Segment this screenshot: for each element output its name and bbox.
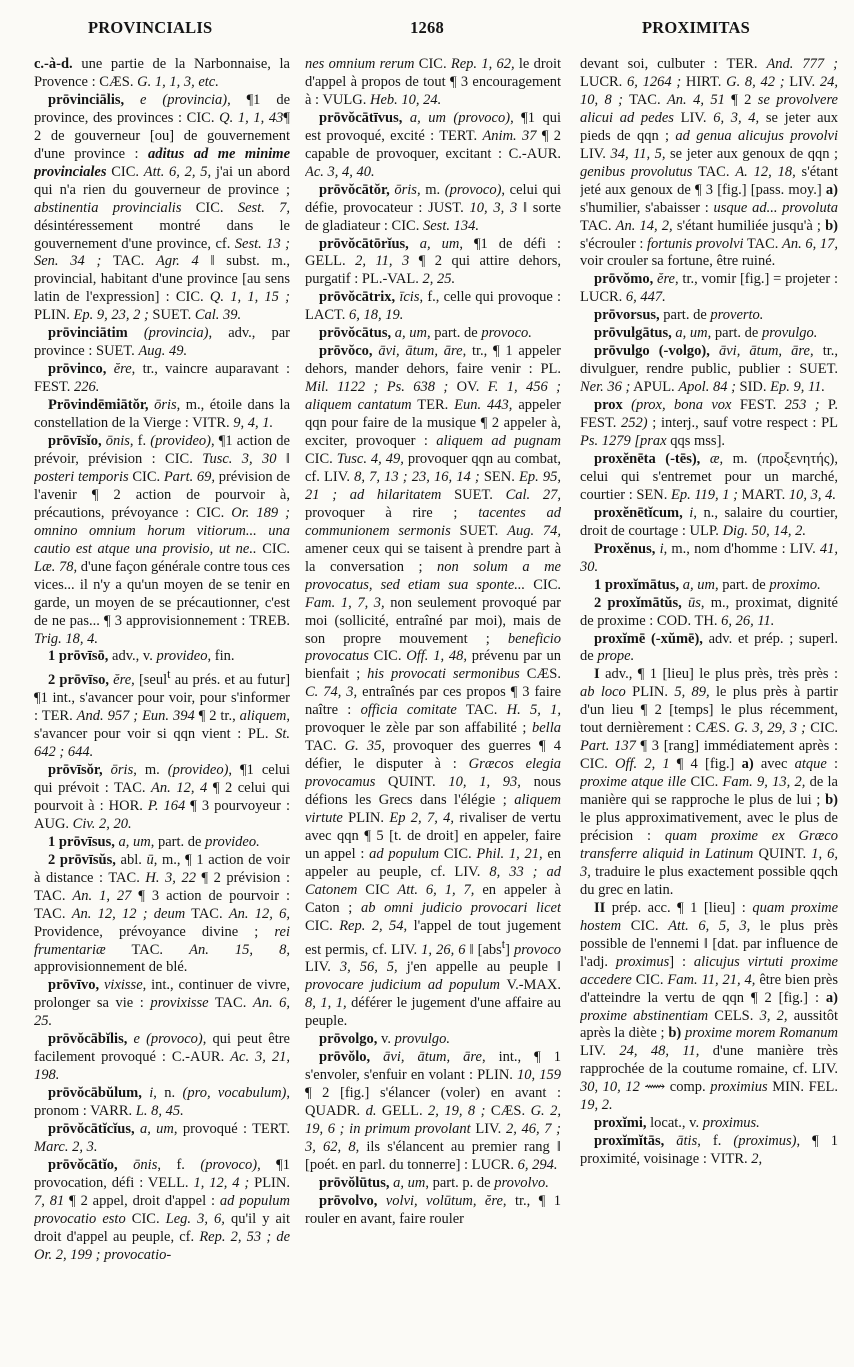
dictionary-entry: c.-à-d. une partie de la Narbonnaise, la Provence : CÆS. G. 1, 1, 3, etc. [34, 56, 290, 90]
dictionary-entry: prōvinciātim (provincia), adv., par province : SUET. Aug. 49. [34, 325, 290, 360]
dictionary-entry: prōvŏcātōrĭus, a, um, ¶1 de défi : GELL. 2, 11, 3 ¶ 2 qui attire dehors, purgatif : PL.-VAL. 2, 25. [305, 235, 561, 288]
dictionary-entry: prōvorsus, part. de proverto. [594, 307, 764, 324]
dictionary-entry: prōvulgo (-volgo), āvi, ātum, āre, tr., divulguer, rendre public, publier : SUET. Ner. 36 ; APUL. Apol. 84 ; SID. Ep. 9, 11. [580, 343, 838, 396]
dictionary-entry: nes omnium rerum CIC. Rep. 1, 62, le droit d'appel à propos de tout ¶ 3 encouragement à : VULG. Heb. 10, 24. [305, 56, 561, 108]
dictionary-entry: II prép. acc. ¶ 1 [lieu] : quam proxime hostem CIC. Att. 6, 5, 3, le plus près possible de l'ennemi ‖ [dat. par influence de l'adj. proximus] : alicujus virtuti proxime accedere CIC. Fam. 11, 21, 4, être bien près d'atteindre la vertu de qqn ¶ 2 [fig.] : a) proxime abstinentiam CELS. 3, 2, aussitôt après la diète ; b) proxime morem Romanum LIV. 24, 48, 11, d'une manière très rapprochée de la coutume romaine, cf. LIV. 30, 10, 12 ⟿ comp. proximius MIN. FEL. 19, 2. [580, 899, 838, 1114]
header-left-guide-word: PROVINCIALIS [88, 18, 213, 37]
dictionary-entry: prōvŏcātĭo, ōnis, f. (provoco), ¶1 provocation, défi : VELL. 1, 12, 4 ; PLIN. 7, 81 ¶ 2 appel, droit d'appel : ad populum provocatio esto CIC. Leg. 3, 6, qu'il y ait droit d'appel au peuple, cf. Rep. 2, 53 ; de Or. 2, 199 ; provocatio- [34, 1156, 290, 1263]
column-left [34, 56, 290, 1361]
dictionary-entry: prōvīvo, vixisse, int., continuer de vivre, prolonger sa vie : provixisse TAC. An. 6, 25. [34, 977, 290, 1030]
dictionary-entry: prōvŏco, āvi, ātum, āre, tr., ¶ 1 appeler dehors, mander dehors, faire venir : PL. Mil. 1122 ; Ps. 638 ; OV. F. 1, 456 ; aliquem cantatum TER. Eun. 443, appeler qqn pour faire de la musique ¶ 2 appeler à, exciter, provoquer : aliquem ad pugnam CIC. Tusc. 4, 49, provoquer qqn au combat, cf. LIV. 8, 7, 13 ; 23, 16, 14 ; SEN. Ep. 95, 21 ; ad hilaritatem SUET. Cal. 27, provoquer à rire ; tacentes ad communionem sermonis SUET. Aug. 74, amener ceux qui se taisent à prendre part à la conversation ; non solum a me provocatus, sed etiam sua sponte... CIC. Fam. 1, 7, 3, non seulement provoqué par moi (sollicité, entraîné par moi), mais de son propre mouvement ; beneficio provocatus CIC. Off. 1, 48, prévenu par un bienfait ; his provocati sermonibus CÆS. C. 74, 3, entraînés par ces propos ¶ 3 faire naître : officia comitate TAC. H. 5, 1, provoquer le zèle par son affabilité ; bella TAC. G. 35, provoquer des guerres ¶ 4 défier, le disputer à : Græcos elegia provocamus QUINT. 10, 1, 93, nous défions les Grecs dans l'élégie ; aliquem virtute PLIN. Ep 2, 7, 4, rivaliser de vertu avec qqn ¶ 5 [t. de droit] en appeler, faire un appel : ad populum CIC. Phil. 1, 21, en appeler au peuple, cf. LIV. 8, 33 ; ad Catonem CIC Att. 6, 1, 7, en appeler à Caton ; ab omni judicio provocari licet CIC. Rep. 2, 54, l'appel de tout jugement est permis, cf. LIV. 1, 26, 6 ‖ [abs$^t$] provoco LIV. 3, 56, 5, j'en appelle au peuple ‖ provocare judicium ad populum V.-MAX. 8, 1, 1, déférer le jugement d'une affaire au peuple. [305, 343, 561, 1030]
dictionary-entry: prōvŏcātŏr, ōris, m. (provoco), celui qui défie, provocateur : JUST. 10, 3, 3 ‖ sorte de gladiateur : CIC. Sest. 134. [305, 181, 561, 234]
dictionary-entry: prōvŏcātus, a, um, part. de provoco. [319, 325, 532, 342]
dictionary-entry: 2 prōvīso, ĕre, [seul$^t$ au prés. et au futur] ¶1 int., s'avancer pour voir, pour s'informer : TER. And. 957 ; Eun. 394 ¶ 2 tr., aliquem, s'avancer pour voir si qqn vient : PL. St. 642 ; 644. [34, 667, 290, 761]
dictionary-entry: Proxĕnus, i, m., nom d'homme : LIV. 41, 30. [580, 540, 838, 575]
header-right-guide-word: PROXIMITAS [641, 18, 750, 37]
dictionary-entry: 2 proxĭmātŭs, ūs, m., proximat, dignité de proxime : COD. TH. 6, 26, 11. [580, 594, 838, 629]
dictionary-entry: proxĭmĭtās, ātis, f. (proximus), ¶ 1 proximité, voisinage : VITR. 2, [580, 1133, 838, 1168]
dictionary-entry: 1 prōvīsus, a, um, part. de provideo. [48, 833, 260, 850]
page-number: 1268 [410, 18, 444, 37]
dictionary-entry: prōvulgātus, a, um, part. de provulgo. [594, 325, 818, 342]
dictionary-entry: devant soi, culbuter : TER. And. 777 ; LUCR. 6, 1264 ; HIRT. G. 8, 42 ; LIV. 24, 10, 8 ; TAC. An. 4, 51 ¶ 2 se provolvere alicui ad pedes LIV. 6, 3, 4, se jeter aux pieds de qqn ; ad genua alicujus provolvi LIV. 34, 11, 5, se jeter aux genoux de qqn ; genibus provolutus TAC. A. 12, 18, s'étant jeté aux genoux de ¶ 3 [fig.] [pass. moy.] a) s'humilier, s'abaisser : usque ad... provoluta TAC. An. 14, 2, s'étant humiliée jusqu'à ; b) s'écrouler : fortunis provolvi TAC. An. 6, 17, voir crouler sa fortune, être ruiné. [580, 56, 838, 270]
column-middle [305, 56, 561, 1361]
dictionary-entry: prōvolvo, volvi, volūtum, ĕre, tr., ¶ 1 rouler en avant, faire rouler [305, 1192, 561, 1227]
dictionary-entry: proxĕnētĭcum, i, n., salaire du courtier, droit de courtage : ULP. Dig. 50, 14, 2. [580, 504, 838, 539]
dictionary-entry: prōvinco, ĕre, tr., vaincre auparavant : FEST. 226. [34, 361, 290, 396]
dictionary-entry: 2 prōvīsŭs, abl. ū, m., ¶ 1 action de voir à distance : TAC. H. 3, 22 ¶ 2 prévision : TAC. An. 1, 27 ¶ 3 action de pourvoir : TAC. An. 12, 12 ; deum TAC. An. 12, 6, Providence, prévoyance divine ; rei frumentariæ TAC. An. 15, 8, approvisionnement de blé. [34, 851, 290, 976]
dictionary-entry: proxĭmi, locat., v. proximus. [594, 1115, 760, 1132]
dictionary-entry: proxĕnēta (-tēs), æ, m. (προξενητής), celui qui s'entremet pour un marché, courtier : SEN. Ep. 119, 1 ; MART. 10, 3, 4. [580, 450, 838, 503]
dictionary-entry: proxĭmē (-xŭmē), adv. et prép. ; superl. de prope. [580, 630, 838, 665]
dictionary-entry: prōvŏmo, ĕre, tr., vomir [fig.] = projeter : LUCR. 6, 447. [580, 271, 838, 306]
dictionary-entry: 1 proxĭmātus, a, um, part. de proximo. [594, 576, 821, 593]
dictionary-entry: prōvinciālis, e (provincia), ¶1 de province, des provinces : CIC. Q. 1, 1, 43¶ 2 de gouverneur [ou] de gouvernement d'une province : aditus ad me minime provinciales CIC. Att. 6, 2, 5, j'ai un abord qui n'a rien du gouverneur de province ; abstinentia provincialis CIC. Sest. 7, désintéressement montré dans le gouvernement d'une province, cf. Sest. 13 ; Sen. 34 ; TAC. Agr. 4 ‖ subst. m., provincial, habitant d'une province [au sens latin de l'expression] : CIC. Q. 1, 1, 15 ; PLIN. Ep. 9, 23, 2 ; SUET. Cal. 39. [34, 91, 290, 324]
dictionary-entry: I adv., ¶ 1 [lieu] le plus près, très près : ab loco PLIN. 5, 89, le plus près à partir d'un lieu ¶ 2 [temps] le plus récemment, tout dernièrement : CÆS. G. 3, 29, 3 ; CIC. Part. 137 ¶ 3 [rang] immédiatement après : CIC. Off. 2, 1 ¶ 4 [fig.] a) avec atque : proxime atque ille CIC. Fam. 9, 13, 2, de la manière qui se rapproche le plus de lui ; b) le plus approximativement, avec le plus de précision : quam proxime ex Græco transferre aliquid in Latinum QUINT. 1, 6, 3, traduire le plus exactement possible qqch du grec en latin. [580, 666, 838, 898]
dictionary-entry: prōvŏcātĭcĭus, a, um, provoqué : TERT. Marc. 2, 3. [34, 1121, 290, 1156]
dictionary-entry: prox (prox, bona vox FEST. 253 ; P. FEST. 252) ; interj., sauf votre respect : PL Ps. 1279 [prax qqs mss]. [580, 397, 838, 450]
column-right [580, 56, 838, 1361]
dictionary-entry: 1 prōvīsō, adv., v. provideo, fin. [48, 648, 235, 665]
dictionary-entry: prōvŏlo, āvi, ātum, āre, int., ¶ 1 s'envoler, s'enfuir en volant : PLIN. 10, 159 ¶ 2 [fig.] s'élancer (voler) en avant : QUADR. d. GELL. 2, 19, 8 ; CÆS. G. 2, 19, 6 ; in primum provolant LIV. 2, 46, 7 ; 3, 62, 8, ils s'élancent au premier rang ‖ [poét. en parl. du tonnerre] : LUCR. 6, 294. [305, 1049, 561, 1173]
dictionary-entry: prōvŏcābŭlum, i, n. (pro, vocabulum), pronom : VARR. L. 8, 45. [34, 1085, 290, 1120]
running-header [0, 18, 854, 44]
dictionary-entry: prōvŏlūtus, a, um, part. p. de provolvo. [319, 1174, 549, 1191]
dictionary-entry: Prōvindēmiātŏr, ōris, m., étoile dans la constellation de la Vierge : VITR. 9, 4, 1. [34, 397, 290, 432]
dictionary-entry: prōvolgo, v. provulgo. [319, 1031, 451, 1048]
dictionary-entry: prōvīsĭo, ōnis, f. (provideo), ¶1 action de prévoir, prévision : CIC. Tusc. 3, 30 ‖ posteri temporis CIC. Part. 69, prévision de l'avenir ¶ 2 action de pourvoir à, précautions, prévoyance : CIC. Or. 189 ; omnino omnium horum vitiorum... una cautio est atque una provisio, ut ne.. CIC. Læ. 78, d'une façon générale contre tous ces vices... il n'y a qu'un moyen de se tenir en garde, un moyen de se précautionner, c'est de ne pas... ¶ 3 approvisionnement : TREB. Trig. 18, 4. [34, 433, 290, 647]
dictionary-entry: prōvīsŏr, ōris, m. (provideo), ¶1 celui qui prévoit : TAC. An. 12, 4 ¶ 2 celui qui pourvoit à : HOR. P. 164 ¶ 3 pourvoyeur : AUG. Civ. 2, 20. [34, 762, 290, 832]
dictionary-entry: prōvŏcātīvus, a, um (provoco), ¶1 qui est provoqué, excité : TERT. Anim. 37 ¶ 2 capable de provoquer, excitant : C.-AUR. Ac. 3, 4, 40. [305, 109, 561, 180]
dictionary-entry: prōvŏcābĭlis, e (provoco), qui peut être facilement provoqué : C.-AUR. Ac. 3, 21, 198. [34, 1031, 290, 1084]
dictionary-entry: prōvŏcātrix, īcis, f., celle qui provoque : LACT. 6, 18, 19. [305, 289, 561, 324]
